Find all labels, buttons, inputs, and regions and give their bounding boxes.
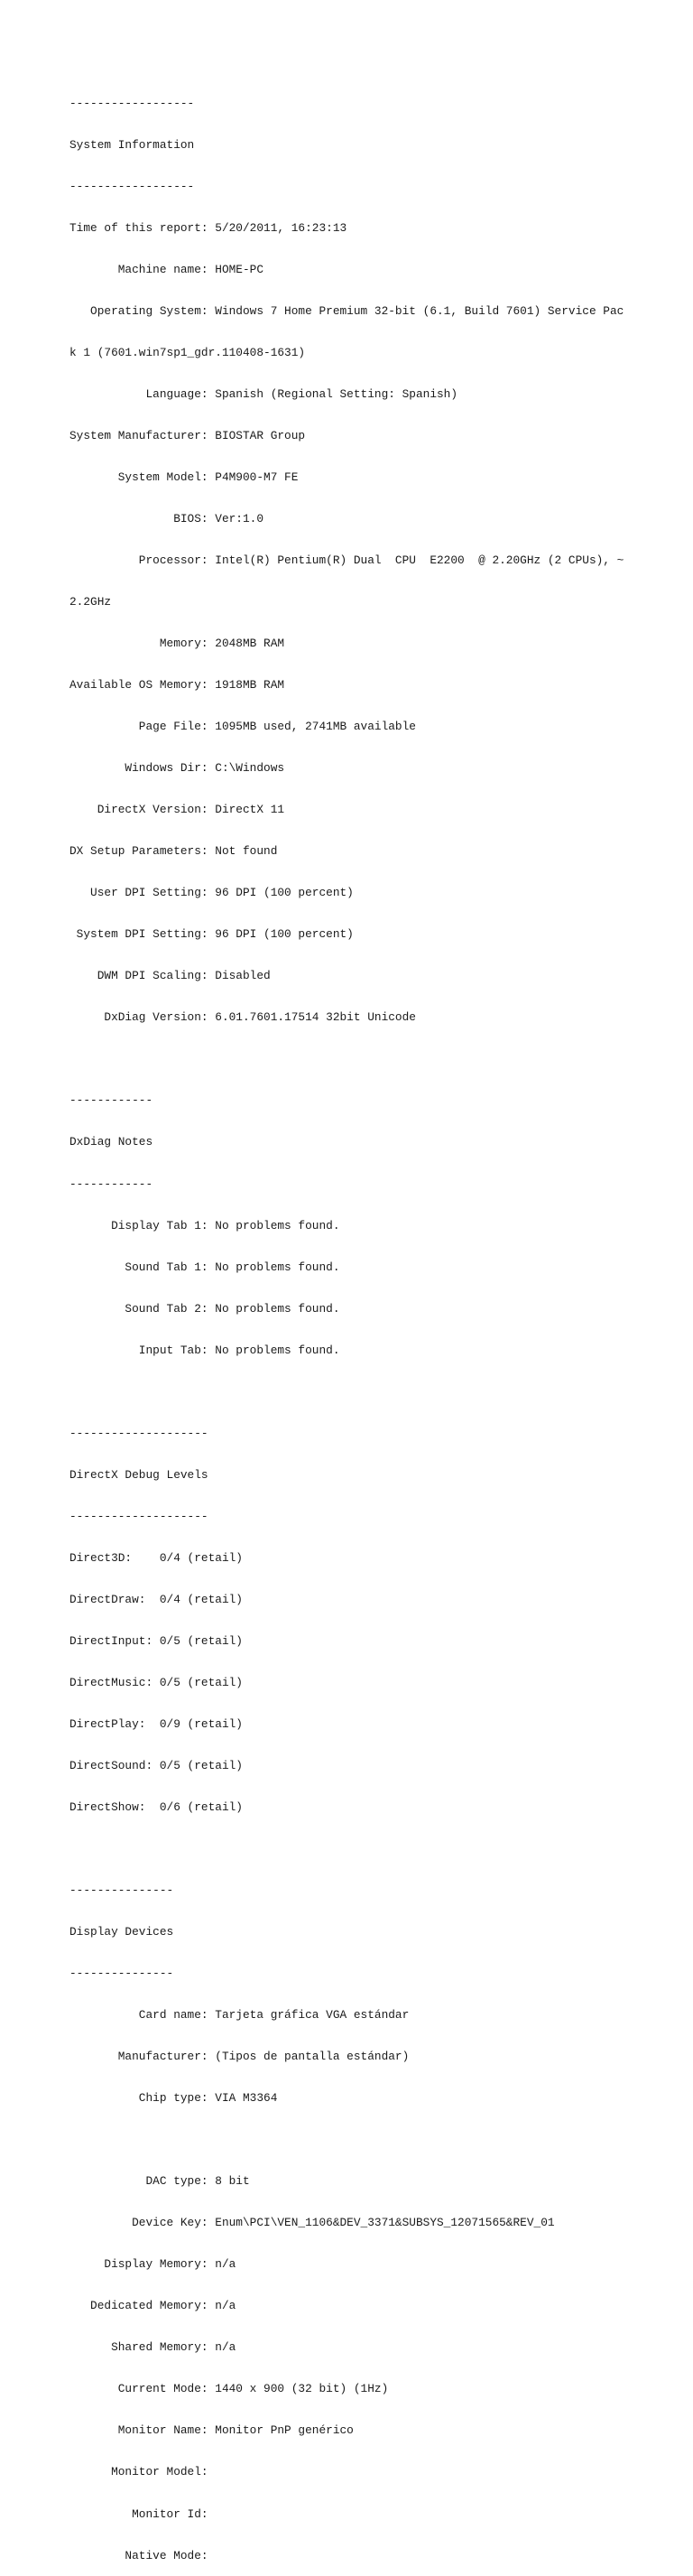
report-line: System Model: P4M900-M7 FE xyxy=(69,470,299,484)
report-line: Time of this report: 5/20/2011, 16:23:13 xyxy=(69,220,347,235)
report-line: Monitor Id: xyxy=(69,2506,208,2521)
report-line: Sound Tab 2: No problems found. xyxy=(69,1301,340,1316)
report-line: -------------------- xyxy=(69,1509,208,1523)
report-line: Current Mode: 1440 x 900 (32 bit) (1Hz) xyxy=(69,2382,389,2396)
report-line: DirectInput: 0/5 (retail) xyxy=(69,1633,243,1648)
report-line: BIOS: Ver:1.0 xyxy=(69,512,264,525)
report-line: Dedicated Memory: n/a xyxy=(69,2299,236,2313)
report-line: DirectMusic: 0/5 (retail) xyxy=(69,1675,243,1689)
report-line: Manufacturer: (Tipos de pantalla estándar) xyxy=(69,2050,410,2064)
report-line: DAC type: 8 bit xyxy=(69,2174,250,2189)
section-heading-dxdiag-notes: DxDiag Notes xyxy=(69,1135,153,1149)
blank-line xyxy=(69,1842,624,1855)
report-line: Language: Spanish (Regional Setting: Spanish) xyxy=(69,386,458,401)
report-line: DX Setup Parameters: Not found xyxy=(69,844,278,859)
report-line: System DPI Setting: 96 DPI (100 percent) xyxy=(69,927,354,942)
report-line: DirectSound: 0/5 (retail) xyxy=(69,1758,243,1772)
report-line: Operating System: Windows 7 Home Premium 32-bit (6.1, Build 7601) Service Pac xyxy=(69,303,624,318)
section-heading-directx-debug-levels: DirectX Debug Levels xyxy=(69,1467,208,1482)
report-line: DirectPlay: 0/9 (retail) xyxy=(69,1716,243,1731)
report-line: System Manufacturer: BIOSTAR Group xyxy=(69,428,306,442)
report-line: Windows Dir: C:\Windows xyxy=(69,761,285,776)
dxdiag-report-text xyxy=(69,69,624,2576)
report-line: Sound Tab 1: No problems found. xyxy=(69,1260,340,1274)
report-line: Display Tab 1: No problems found. xyxy=(69,1218,340,1232)
report-line: Display Memory: n/a xyxy=(69,2257,236,2272)
report-line: DirectShow: 0/6 (retail) xyxy=(69,1799,243,1814)
report-line: User DPI Setting: 96 DPI (100 percent) xyxy=(69,886,354,900)
report-line: ------------------ xyxy=(69,179,195,193)
report-line: k 1 (7601.win7sp1_gdr.110408-1631) xyxy=(69,345,306,359)
report-line: Chip type: VIA M3364 xyxy=(69,2091,278,2106)
report-line: Machine name: HOME-PC xyxy=(69,262,264,276)
report-line: ------------ xyxy=(69,1093,153,1108)
report-line: ------------------ xyxy=(69,96,195,110)
report-line: Monitor Model: xyxy=(69,2465,208,2479)
blank-line xyxy=(69,1385,624,1399)
report-line: Processor: Intel(R) Pentium(R) Dual CPU E2200 @ 2.20GHz (2 CPUs), ~ xyxy=(69,553,624,568)
report-line: Input Tab: No problems found. xyxy=(69,1343,340,1357)
report-line: Device Key: Enum\PCI\VEN_1106&DEV_3371&SUBSYS_12071565&REV_01 xyxy=(69,2216,555,2230)
blank-line xyxy=(69,1052,624,1065)
report-line: Available OS Memory: 1918MB RAM xyxy=(69,678,285,693)
report-line: --------------- xyxy=(69,1883,174,1898)
report-line: DirectDraw: 0/4 (retail) xyxy=(69,1592,243,1606)
report-line: Direct3D: 0/4 (retail) xyxy=(69,1550,243,1565)
report-line: -------------------- xyxy=(69,1426,208,1440)
report-line: Page File: 1095MB used, 2741MB available xyxy=(69,720,416,734)
report-line: DirectX Version: DirectX 11 xyxy=(69,803,285,817)
report-line: 2.2GHz xyxy=(69,595,112,609)
section-heading-display-devices: Display Devices xyxy=(69,1925,174,1939)
report-line: Memory: 2048MB RAM xyxy=(69,637,285,651)
report-line: Shared Memory: n/a xyxy=(69,2340,236,2355)
report-line: Native Mode: xyxy=(69,2548,208,2562)
blank-line xyxy=(69,2133,624,2146)
section-heading-system-information: System Information xyxy=(69,137,195,152)
report-line: --------------- xyxy=(69,1967,174,1981)
report-line: Card name: Tarjeta gráfica VGA estándar xyxy=(69,2008,410,2023)
report-line: DxDiag Version: 6.01.7601.17514 32bit Unicode xyxy=(69,1010,416,1025)
report-line: ------------ xyxy=(69,1176,153,1191)
report-line: Monitor Name: Monitor PnP genérico xyxy=(69,2423,354,2438)
report-line: DWM DPI Scaling: Disabled xyxy=(69,969,271,983)
